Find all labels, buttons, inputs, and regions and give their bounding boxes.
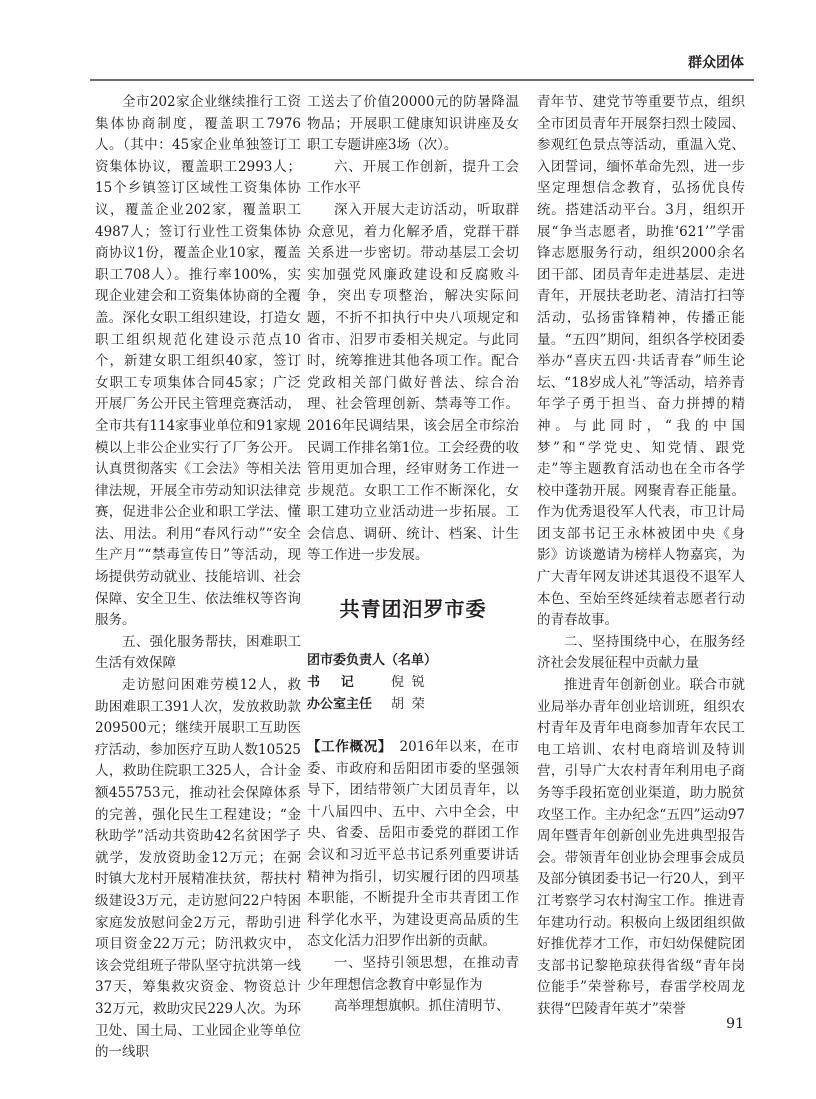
paragraph: 高举理想旗帜。抓住清明节、	[334, 998, 510, 1015]
left-column	[95, 92, 301, 1064]
section-heading: 二、坚持围绕中心，在服务经济社会发展征程中贡献力量	[537, 633, 745, 672]
overview-label: 【工作概况】	[307, 739, 386, 755]
paragraph-continuation: 青年节、建党节等重要节点，组织全市团员青年开展祭扫烈士陵园、参观红色景点等活动，重温入党、入团誓词，缅怀革命先烈，进一步坚定理想信念教育，弘扬优良传统。搭建活动平台。3月，组织开展“争当志愿者，助推‘621’”学雷锋志愿服务行动，组织2000余名团干部、团员青年走进基层、走进青年，开展扶老助老、清洁打扫等活动，弘扬雷锋精神，传播正能量。“五四”期间，组织各学校团委举办“喜庆五四·共话青春”师生论坛、“18岁成人礼”等活动，培养青年学子勇于担当、奋力拼搏的精神。与此同时，“我的中国梦”和“学党史、知党情、跟党走”等主题教育活动也在全市各学校中蓬勃开展。网聚青春正能量。作为优秀退役军人代表，市卫计局团支部书记王永林被团中央《身影》访谈邀请为榜样人物嘉宾，为广大青年网友讲述其退役不退军人本色、至始至终延续着志愿者行动的青春故事。	[537, 94, 745, 629]
header-divider	[90, 79, 754, 81]
paragraph: 深入开展大走访活动，听取群众意见，着力化解矛盾，党群干群关系进一步密切。带动基层工会切实加强党风廉政建设和反腐败斗争，突出专项整治，解决实际问题，不折不扣执行中央八项规定和省市、汨罗市委相关规定。与此同时，统筹推进其他各项工作。配合党政相关部门做好普法、综合治理、社会管理创新、禁毒等工作。2016年民调结果，该会居全市综治民调工作排名第1位。工会经费的收管用更加合理，经审财务工作进一步规范。女职工工作不断深化，女职工建功立业活动进一步拓展。工会信息、调研、统计、档案、计生等工作进一步发展。	[307, 201, 519, 564]
right-column	[537, 92, 745, 1021]
middle-column-bottom	[307, 737, 519, 1018]
section-header: 群众团体	[688, 55, 744, 71]
organization-title: 共青团汨罗市委	[339, 597, 487, 621]
roster-row	[307, 694, 519, 716]
roster-name: 胡荣	[391, 697, 433, 712]
middle-column-top	[307, 92, 519, 567]
paragraph-continuation: 工送去了价值20000元的防暑降温物品；开展职工健康知识讲座及女职工专题讲座3场（次）。	[307, 94, 519, 154]
paragraph: 走访慰问困难劳模12人，救助困难职工391人次，发放救助款209500元；继续开展职工互助医疗活动，参加医疗互助人数10525人，救助住院职工325人，合计金额455753元，推动社会保障体系的完善，强化民生工程建设；“金秋助学”活动共资助42名贫困学子就学，发放资助金12万元；在弼时镇大龙村开展精准扶贫，帮扶村级建设3万元，走访慰问22户特困家庭发放慰问金2万元，帮助引进项目资金22万元；防汛救灾中，该会党组班子带队坚守抗洪第一线37天，筹集救灾资金、物资总计32万元，救助灾民229人次。为环卫处、国土局、工业园企业等单位的一线职	[95, 677, 301, 1061]
section-heading: 一、坚持引领思想，在推动青少年理想信念教育中彰显作为	[307, 954, 519, 993]
roster-role: 办公室主任	[307, 697, 373, 712]
roster-heading: 团市委负责人（名单）	[307, 653, 438, 668]
roster-name: 倪锐	[391, 675, 433, 690]
roster-row	[307, 672, 519, 694]
roster-role: 书记	[307, 675, 375, 690]
section-heading: 六、开展工作创新，提升工会工作水平	[307, 158, 519, 197]
paragraph: 全市202家企业继续推行工资集体协商制度，覆盖职工7976人。（其中：45家企业单独签订工资集体协议，覆盖职工2993人；15个乡镇签订区域性工资集体协议，覆盖企业202家，覆盖职工4987人；签订行业性工资集体协商协议1份，覆盖企业10家，覆盖职工708人）。推行率100%，实现企业建会和工资集体协商的全覆盖。深化女职工组织建设，打造女职工组织规范化建设示范点10个，新建女职工组织40家，签订女职工专项集体合同45家；广泛开展厂务公开民主管理竞赛活动，全市共有114家事业单位和91家规模以上非公企业实行了厂务公开。认真贯彻落实《工会法》等相关法律法规，开展全市劳动知识法律竞赛，促进非公企业和职工学法、懂法、用法。利用“春风行动”“安全生产月”“禁毒宣传日”等活动，现场提供劳动就业、技能培训、社会保障、安全卫生、依法维权等咨询服务。	[95, 94, 301, 629]
page-number: 91	[726, 1016, 744, 1032]
paragraph: 推进青年创新创业。联合市就业局举办青年创业培训班，组织农村青年及青年电商参加青年农民工电工培训、农村电商培训及特训营，引导广大农村青年利用电子商务等手段拓宽创业渠道，助力脱贫攻坚工作。主办纪念“五四”运动97周年暨青年创新创业先进典型报告会。带领青年创业协会理事会成员及部分镇团委书记一行20人，到平江考察学习农村淘宝工作。推进青年建功行动。积极向上级团组织做好推优荐才工作，市妇幼保健院团支部书记黎艳琼获得省级“青年岗位能手”荣誉称号，春雷学校周龙获得“巴陵青年英才”荣誉	[537, 677, 745, 1017]
overview-text: 2016年以来，在市委、市政府和岳阳团市委的坚强领导下，团结带领广大团员青年，以十八届四中、五中、六中全会，中央、省委、岳阳市委党的群团工作会议和习近平总书记系列重要讲话精神为指引，切实履行团的四项基本职能，不断提升全市共青团工作科学化水平，为建设更高品质的生态文化活力汨罗作出新的贡献。	[307, 739, 520, 950]
leadership-roster	[307, 650, 519, 716]
work-overview	[307, 737, 519, 953]
section-heading: 五、强化服务帮扶，困难职工生活有效保障	[95, 633, 301, 672]
